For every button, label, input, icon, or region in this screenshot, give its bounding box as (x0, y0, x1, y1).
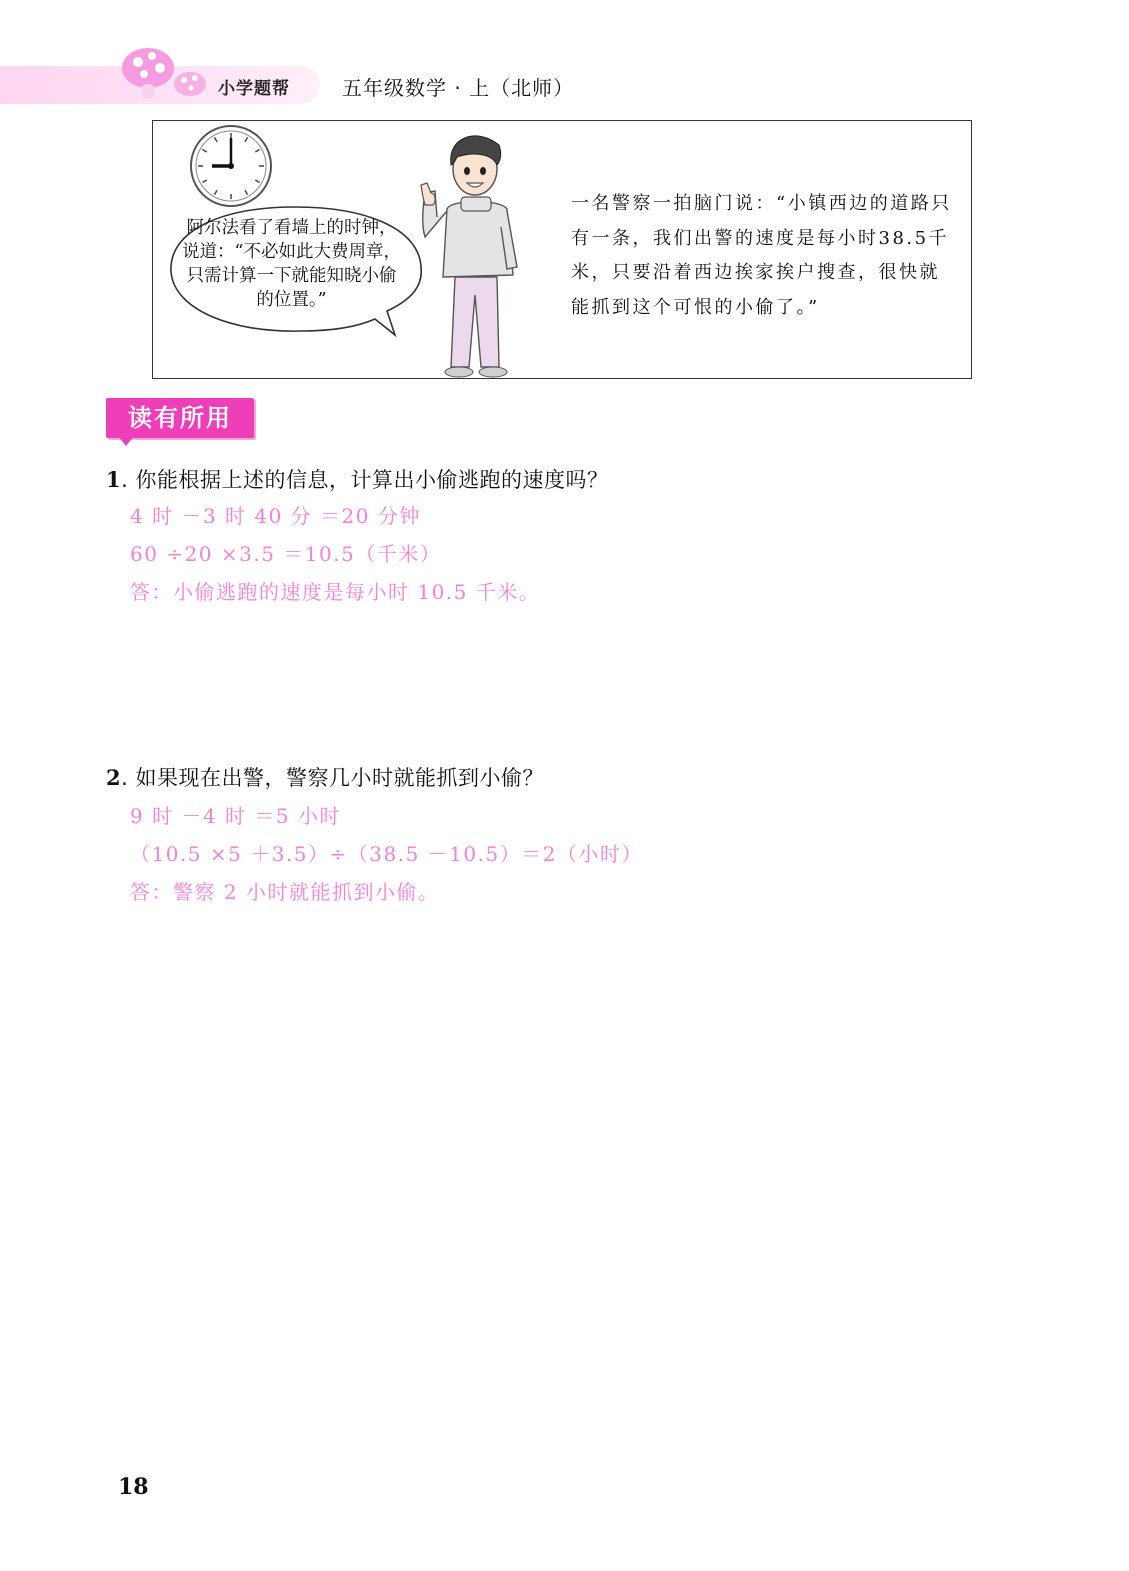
question-text: . 如果现在出警，警察几小时就能抓到小偷？ (121, 766, 544, 790)
police-quote-text: 一名警察一拍脑门说：“小镇西边的道路只有一条，我们出警的速度是每小时38.5千米，只要沿着西边挨家挨户搜查，很快就能抓到这个可恨的小偷了。” (571, 193, 952, 318)
question-2 (106, 762, 544, 792)
answer-line: 答：警察 2 小时就能抓到小偷。 (130, 880, 440, 904)
alpha-speech-text: 阿尔法看了看墙上的时钟，说道：“不必如此大费周章，只需计算一下就能知晓小偷的位置。” (182, 218, 401, 310)
answer-line: 9 时 －4 时 ＝5 小时 (130, 804, 341, 828)
answer-line: 60 ÷20 ×3.5 ＝10.5（千米） (130, 542, 442, 566)
story-box (152, 120, 972, 379)
brand-name: 小学题帮 (218, 79, 290, 99)
question-number: 1 (106, 467, 122, 492)
mushroom-logo-icon (118, 40, 218, 110)
question-1 (106, 464, 608, 494)
book-title: 五年级数学 · 上（北师） (342, 76, 575, 100)
page-number: 18 (118, 1474, 149, 1500)
answer-line: 4 时 －3 时 40 分 ＝20 分钟 (130, 504, 421, 528)
section-label: 读有所用 (106, 398, 254, 438)
clock-icon (189, 124, 273, 208)
section-label-tail (118, 436, 134, 446)
question-number: 2 (106, 765, 122, 790)
question-text: . 你能根据上述的信息，计算出小偷逃跑的速度吗？ (121, 468, 609, 492)
answer-line: （10.5 ×5 ＋3.5）÷（38.5 －10.5）＝2（小时） (130, 842, 643, 866)
answer-line: 答：小偷逃跑的速度是每小时 10.5 千米。 (130, 580, 541, 604)
boy-illustration (417, 127, 537, 379)
